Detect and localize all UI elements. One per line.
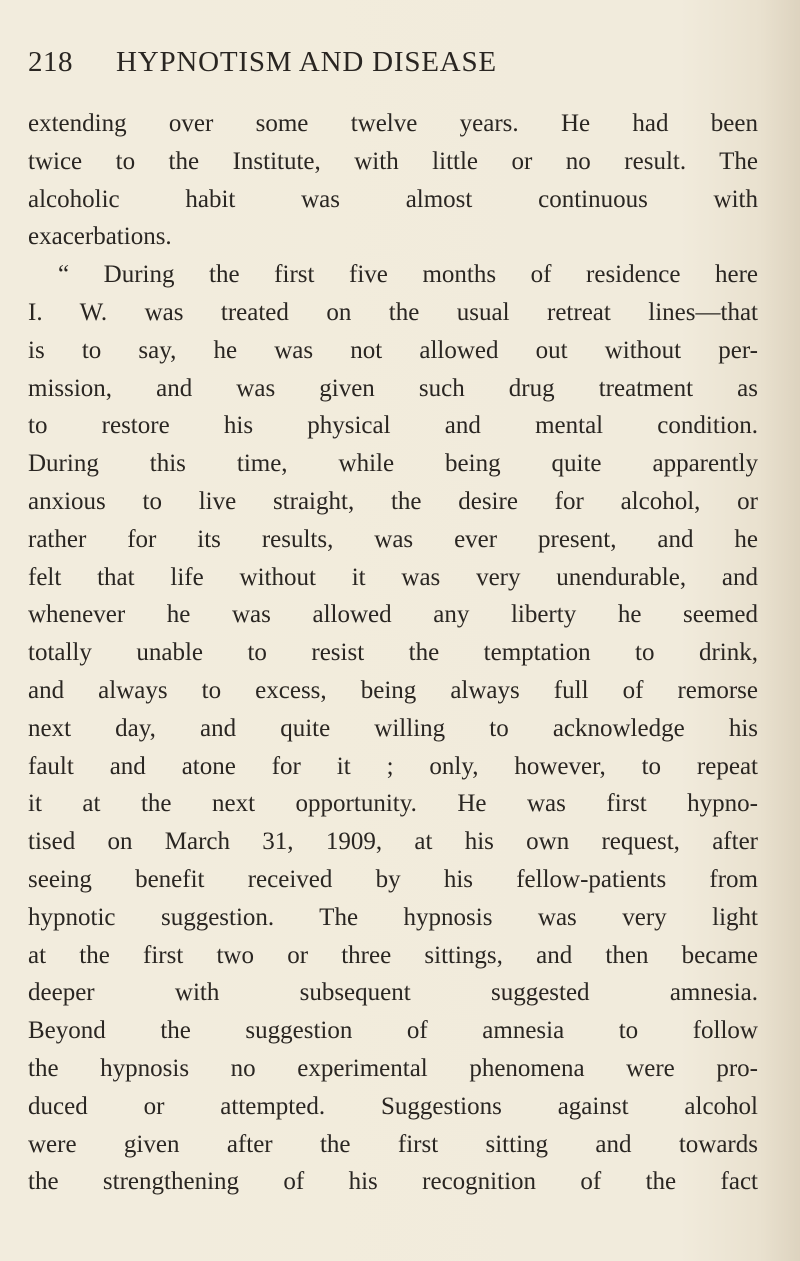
text-line: the hypnosis no experimental phenomena were pro- [28, 1054, 758, 1082]
text-line: totally unable to resist the temptation to drink, [28, 639, 758, 667]
text-line: whenever he was allowed any liberty he seemed [28, 601, 758, 629]
text-line: hypnotic suggestion. The hypnosis was very light [28, 903, 758, 931]
text-line: tised on March 31, 1909, at his own request, after [28, 828, 758, 856]
body-paragraph [28, 105, 758, 1201]
text-line: at the first two or three sittings, and then became [28, 941, 758, 969]
text-line: duced or attempted. Suggestions against alcohol [28, 1092, 758, 1120]
page-number: 218 [28, 46, 73, 78]
text-line: seeing benefit received by his fellow-patients from [28, 865, 758, 893]
text-line: and always to excess, being always full of remorse [28, 676, 758, 704]
text-line: alcoholic habit was almost continuous with [28, 185, 758, 213]
text-line: anxious to live straight, the desire for alcohol, or [28, 487, 758, 515]
text-line: During this time, while being quite apparently [28, 450, 758, 478]
text-line: “ During the first five months of residence here [58, 261, 758, 289]
text-line: the strengthening of his recognition of the fact [28, 1168, 758, 1196]
text-line: next day, and quite willing to acknowledge his [28, 714, 758, 742]
text-line: deeper with subsequent suggested amnesia. [28, 979, 758, 1007]
text-line: is to say, he was not allowed out without per- [28, 336, 758, 364]
text-line: mission, and was given such drug treatment as [28, 374, 758, 402]
text-line: twice to the Institute, with little or no result. The [28, 147, 758, 175]
text-line: it at the next opportunity. He was first hypno- [28, 790, 758, 818]
text-line: extending over some twelve years. He had been [28, 110, 758, 137]
text-line: felt that life without it was very unendurable, and [28, 563, 758, 591]
text-line: exacerbations. [28, 223, 172, 251]
text-line: rather for its results, was ever present, and he [28, 525, 758, 553]
text-line: Beyond the suggestion of amnesia to follow [28, 1017, 758, 1045]
text-line: I. W. was treated on the usual retreat lines—that [28, 298, 758, 326]
running-head: HYPNOTISM AND DISEASE [116, 46, 497, 78]
text-line: to restore his physical and mental condition. [28, 412, 758, 440]
page-header [28, 46, 668, 86]
text-line: were given after the first sitting and towards [28, 1130, 758, 1158]
text-line: fault and atone for it ; only, however, to repeat [28, 752, 758, 780]
